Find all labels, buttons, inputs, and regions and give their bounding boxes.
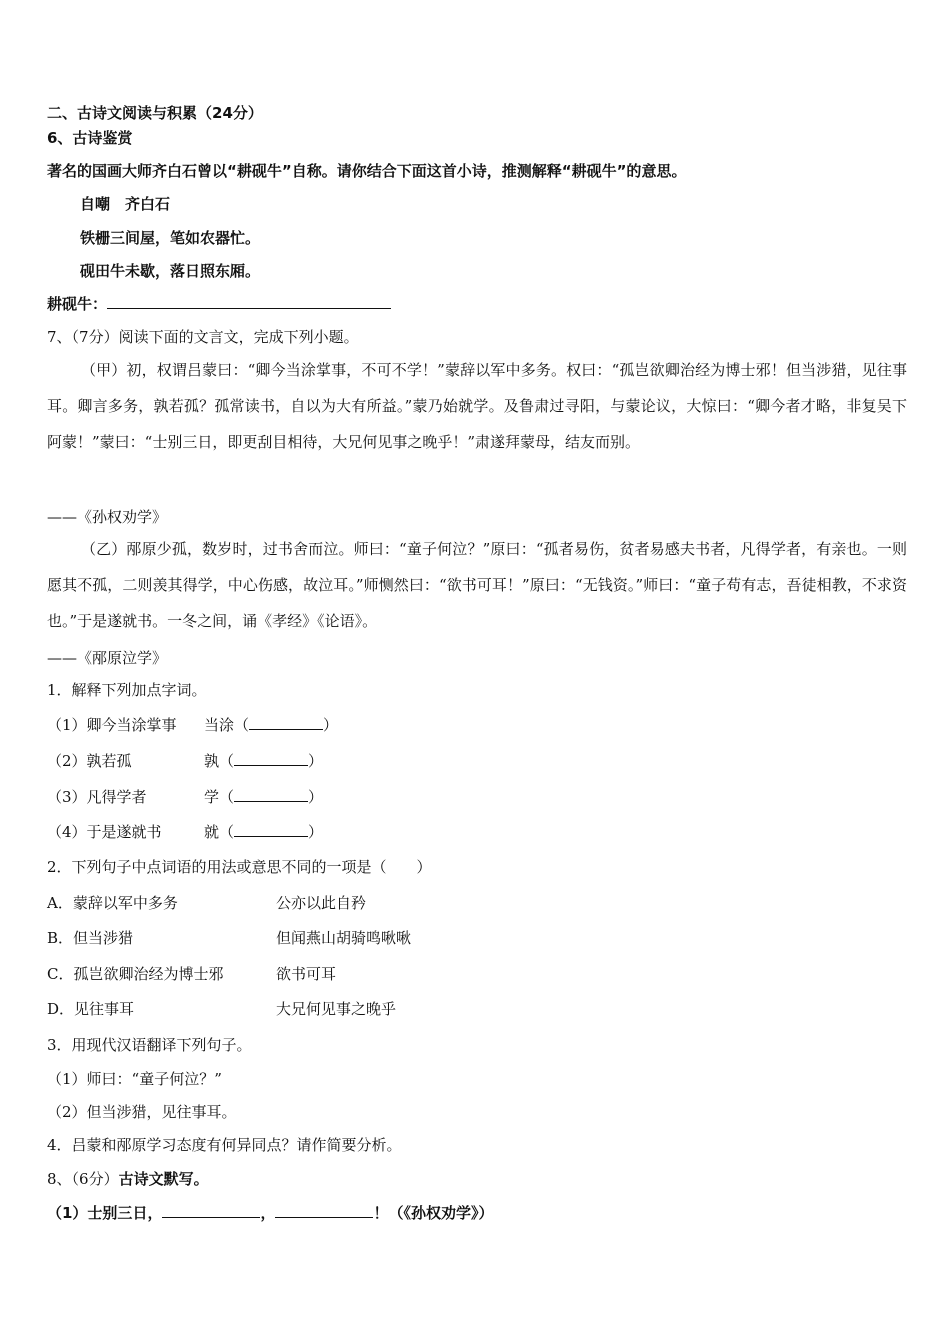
sub1-item-label: （4）于是遂就书 <box>47 823 162 841</box>
source-b: ——《邴原泣学》 <box>47 649 168 667</box>
option-b-left[interactable]: B．但当涉猎 <box>47 929 134 947</box>
sub2-title: 2．下列句子中点词语的用法或意思不同的一项是（ ） <box>47 858 432 876</box>
option-d-left[interactable]: D．见往事耳 <box>47 1000 135 1018</box>
answer-blank[interactable] <box>249 715 323 730</box>
q6-answer-line <box>47 294 391 314</box>
option-d-right: 大兄何见事之晚乎 <box>276 1000 397 1018</box>
passage-b: （乙）邴原少孤，数岁时，过书舍而泣。师曰：“童子何泣？”原曰：“孤者易伤，贫者易感夫书者，凡得学者，有亲也。一则愿其不孤，二则羡其得学，中心伤感，故泣耳。”师恻然曰：“欲书可耳！”原曰：“无钱资。”师曰：“童子苟有志，吾徒相教，不求资也。”于是遂就书。一冬之间，诵《孝经》《论语》。 <box>47 540 907 630</box>
option-b-right: 但闻燕山胡骑鸣啾啾 <box>276 929 412 947</box>
answer-label: 耕砚牛： <box>47 295 108 313</box>
passage-a: （甲）初，权谓吕蒙曰：“卿今当涂掌事，不可不学！”蒙辞以军中多务。权曰：“孤岂欲卿治经为博士邪！但当涉猎，见往事耳。卿言多务，孰若孤？孤常读书，自以为大有所益。”蒙乃始就学。及鲁肃过寻阳，与蒙论议，大惊曰：“卿今者才略，非复吴下阿蒙！”蒙曰：“士别三日，即更刮目相待，大兄何见事之晚乎！”肃遂拜蒙母，结友而别。 <box>47 361 907 451</box>
answer-blank[interactable] <box>162 1203 260 1218</box>
sub4-title: 4．吕蒙和邴原学习态度有何异同点？请作简要分析。 <box>47 1136 402 1154</box>
sub1-item-label: （1）卿今当涂掌事 <box>47 716 177 734</box>
sub3-item: （2）但当涉猎，见往事耳。 <box>47 1103 237 1121</box>
option-a-left[interactable]: A．蒙辞以军中多务 <box>47 894 178 912</box>
sub1-item-label: （3）凡得学者 <box>47 788 147 806</box>
option-c-right: 欲书可耳 <box>276 965 337 983</box>
option-a-right: 公亦以此自矜 <box>276 894 367 912</box>
q8-title: 8、（6分）古诗文默写。 <box>47 1170 209 1188</box>
poem-line-1: 铁栅三间屋，笔如农器忙。 <box>80 229 261 247</box>
answer-blank[interactable] <box>107 294 391 309</box>
q7-title: 7、（7分）阅读下面的文言文，完成下列小题。 <box>47 328 359 346</box>
sub1-item-answer: 学（ ） <box>204 788 324 806</box>
source-a: ——《孙权劝学》 <box>47 508 168 526</box>
option-c-left[interactable]: C．孤岂欲卿治经为博士邪 <box>47 965 224 983</box>
answer-blank[interactable] <box>234 822 308 837</box>
sub1-item-answer: 就（ ） <box>204 823 324 841</box>
poem-line-2: 砚田牛未歇，落日照东厢。 <box>80 262 261 280</box>
sub3-title: 3．用现代汉语翻译下列句子。 <box>47 1036 252 1054</box>
sub1-item-label: （2）孰若孤 <box>47 752 132 770</box>
q8-item-1: （1）士别三日， ， ！（《孙权劝学》） <box>47 1204 494 1222</box>
answer-blank[interactable] <box>234 751 308 766</box>
sub3-item: （1）师曰：“童子何泣？” <box>47 1070 222 1088</box>
sub1-item-answer: 孰（ ） <box>204 752 324 770</box>
sub1-title: 1．解释下列加点字词。 <box>47 681 207 699</box>
section-title: 二、古诗文阅读与积累（24分） <box>47 104 263 122</box>
answer-blank[interactable] <box>234 787 308 802</box>
q6-title: 6、古诗鉴赏 <box>47 129 133 147</box>
q6-prompt: 著名的国画大师齐白石曾以“耕砚牛”自称。请你结合下面这首小诗，推测解释“耕砚牛”的意思。 <box>47 162 687 180</box>
sub1-item-answer: 当涂（ ） <box>204 716 339 734</box>
poem-title: 自嘲 齐白石 <box>80 195 171 213</box>
answer-blank[interactable] <box>275 1203 373 1218</box>
